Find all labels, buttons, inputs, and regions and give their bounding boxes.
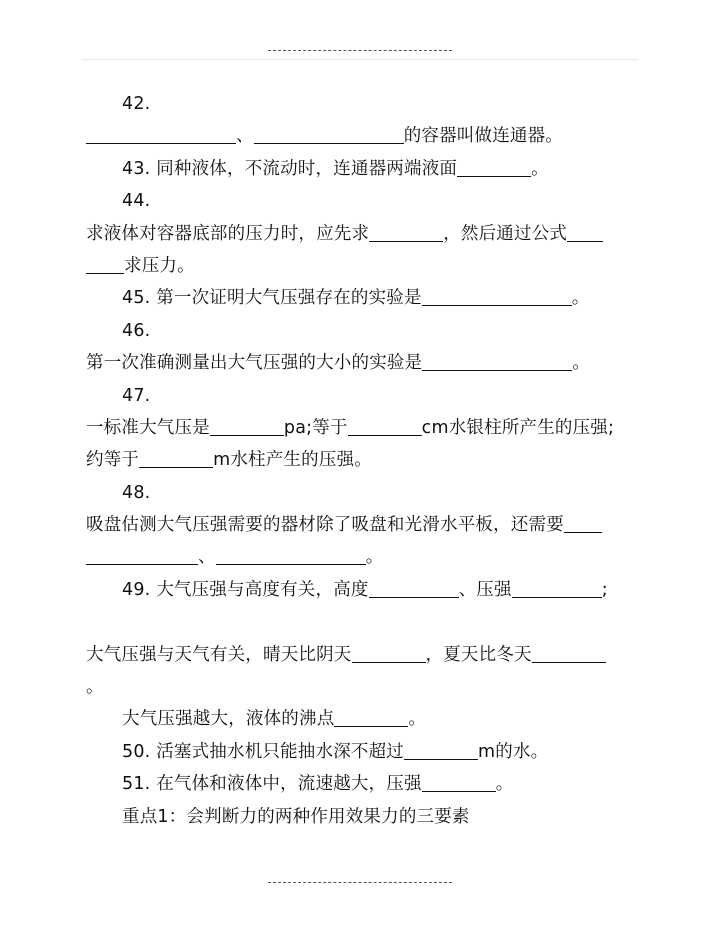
- q47-number: 47.: [122, 385, 151, 406]
- blank: [404, 758, 478, 760]
- q50-text-b: m的水。: [478, 741, 549, 762]
- blank: [512, 596, 602, 598]
- key-point-1: [86, 801, 638, 833]
- q48-line-2: [86, 541, 638, 573]
- q48-end: 。: [365, 547, 384, 568]
- q44-text-c: 求压力。: [124, 255, 195, 276]
- q49-text-a: 49. 大气压强与高度有关，高度: [122, 579, 369, 600]
- q47-text-a: 一标准大气压是: [86, 417, 210, 438]
- q46-line: [86, 347, 638, 379]
- q49-text-e: ，夏天比冬天: [425, 644, 532, 665]
- q42-tail: 的容器叫做连通器。: [403, 126, 564, 147]
- q46-number-line: [86, 315, 638, 347]
- q46-end: 。: [572, 353, 591, 374]
- q45-end: 。: [571, 288, 590, 309]
- q48-text: 吸盘估测大气压强需要的器材除了吸盘和光滑水平板，还需要: [86, 515, 564, 536]
- blank: [422, 304, 572, 306]
- blank: [139, 466, 213, 468]
- q50-text-a: 50. 活塞式抽水机只能抽水深不超过: [122, 741, 404, 762]
- blank: [564, 531, 602, 533]
- q42-sep: 、: [236, 126, 254, 147]
- q44-number-line: [86, 185, 638, 217]
- q49-line-3: [86, 671, 638, 703]
- document-body: [86, 88, 638, 833]
- blank: [334, 725, 408, 727]
- header-rule: [82, 59, 638, 60]
- q46-number: 46.: [122, 320, 151, 341]
- footer-dashed-line: [268, 882, 452, 883]
- header-dashed-line: [268, 50, 452, 51]
- blank: [210, 434, 284, 436]
- blank: [216, 563, 366, 565]
- q51-text-a: 51. 在气体和液体中，流速越大，压强: [122, 774, 422, 795]
- q49-line-2: [86, 639, 638, 671]
- q42-number-line: [86, 88, 638, 120]
- blank: [348, 434, 422, 436]
- q51-line: [86, 768, 638, 800]
- q46-text: 第一次准确测量出大气压强的大小的实验是: [86, 353, 423, 374]
- q47-number-line: [86, 380, 638, 412]
- q43-end: 。: [531, 158, 549, 179]
- q44-number: 44.: [122, 191, 151, 212]
- q43-text: 43. 同种液体，不流动时，连通器两端液面: [122, 158, 458, 179]
- blank: [86, 272, 124, 274]
- blank: [254, 142, 404, 144]
- q48-line-1: [86, 509, 638, 541]
- blank: [369, 596, 459, 598]
- q48-number: 48.: [122, 482, 151, 503]
- blank: [457, 175, 531, 177]
- q49-text-g: 大气压强越大，液体的沸点: [122, 709, 335, 730]
- q42-line: [86, 120, 638, 152]
- blank: [86, 563, 198, 565]
- q44-text-b: ，然后通过公式: [443, 223, 568, 244]
- q49-text-b: 、压强: [458, 579, 512, 600]
- blank-line: [86, 606, 638, 638]
- q47-line-1: [86, 412, 638, 444]
- q51-text-b: 。: [495, 774, 514, 795]
- q49-text-c: ;: [601, 579, 608, 600]
- q49-text-f: 。: [86, 677, 104, 698]
- q47-line-2: [86, 444, 638, 476]
- q47-text-d: 约等于: [86, 450, 140, 471]
- blank: [567, 240, 603, 242]
- blank: [369, 240, 443, 242]
- q50-line: [86, 736, 638, 768]
- blank: [86, 142, 236, 144]
- q44-line-1: [86, 218, 638, 250]
- key-point-1-text: 重点1：会判断力的两种作用效果力的三要素: [122, 806, 470, 827]
- q44-line-2: [86, 250, 638, 282]
- q49-line-4: [86, 703, 638, 735]
- q47-text-c: cm水银柱所产生的压强;: [421, 417, 615, 438]
- blank: [422, 369, 572, 371]
- blank: [352, 661, 426, 663]
- q48-number-line: [86, 477, 638, 509]
- q48-sep: 、: [198, 547, 216, 568]
- q49-text-h: 。: [408, 709, 427, 730]
- q42-number: 42.: [122, 94, 151, 114]
- q44-text-a: 求液体对容器底部的压力时，应先求: [86, 223, 370, 244]
- q45-text: 45. 第一次证明大气压强存在的实验是: [122, 288, 422, 309]
- q49-line-1: [86, 574, 638, 606]
- q43-line: [86, 153, 638, 185]
- blank: [422, 790, 496, 792]
- blank: [532, 661, 606, 663]
- q45-line: [86, 282, 638, 314]
- q47-text-e: m水柱产生的压强。: [213, 450, 372, 471]
- q47-text-b: pa;等于: [283, 417, 348, 438]
- q49-text-d: 大气压强与天气有关，晴天比阴天: [86, 644, 352, 665]
